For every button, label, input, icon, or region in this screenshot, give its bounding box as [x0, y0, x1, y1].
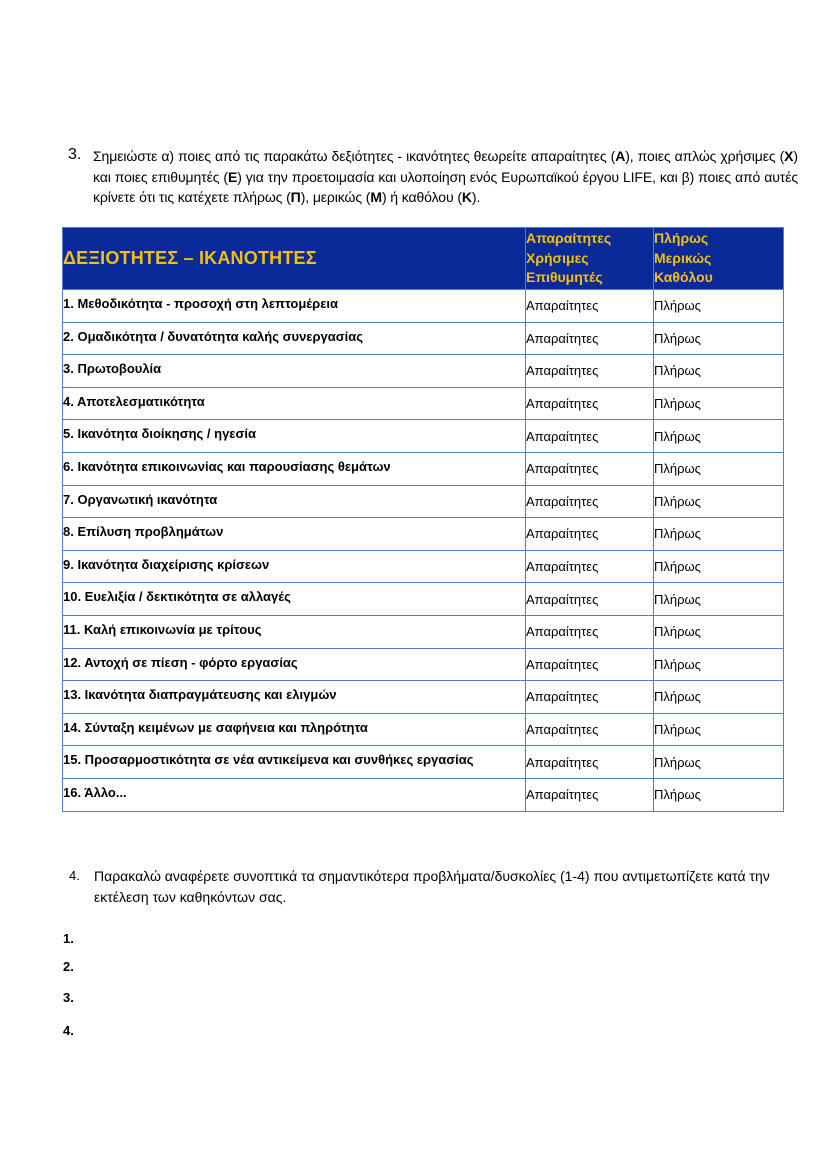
table-row	[63, 648, 784, 681]
possession-value[interactable]: Πλήρως	[654, 648, 784, 681]
table-row	[63, 452, 784, 485]
question-4-number: 4.	[69, 868, 80, 883]
table-row	[63, 355, 784, 388]
skill-name: 9. Ικανότητα διαχείρισης κρίσεων	[63, 550, 526, 583]
question-3-fragment: ) ή καθόλου (	[381, 189, 462, 205]
table-row	[63, 420, 784, 453]
skill-name: 10. Ευελιξία / δεκτικότητα σε αλλαγές	[63, 583, 526, 616]
table-row	[63, 583, 784, 616]
skill-name: 5. Ικανότητα διοίκησης / ηγεσία	[63, 420, 526, 453]
question-3-fragment: ) για την προετοιμασία και υλοποίηση ενός Ευρωπαϊκού έργου LIFE, και β) ποιες από αυτές κρίνετε ότι τις κατέχετε πλήρως (	[93, 168, 798, 205]
table-row	[63, 615, 784, 648]
skill-name: 16. Άλλο...	[63, 778, 526, 811]
table-header-row	[63, 228, 784, 290]
table-row	[63, 746, 784, 779]
table-row	[63, 290, 784, 323]
question-3-code: Χ	[784, 148, 794, 164]
possession-value[interactable]: Πλήρως	[654, 290, 784, 323]
skill-name: 11. Καλή επικοινωνία με τρίτους	[63, 615, 526, 648]
question-3-text	[93, 146, 798, 208]
possession-value[interactable]: Πλήρως	[654, 322, 784, 355]
header-possession-line: Καθόλου	[654, 269, 713, 286]
question-3-code: Α	[615, 148, 626, 164]
skill-name: 2. Ομαδικότητα / δυνατότητα καλής συνεργασίας	[63, 322, 526, 355]
necessity-value[interactable]: Απαραίτητες	[526, 485, 654, 518]
necessity-value[interactable]: Απαραίτητες	[526, 355, 654, 388]
possession-value[interactable]: Πλήρως	[654, 550, 784, 583]
table-row	[63, 681, 784, 714]
necessity-value[interactable]: Απαραίτητες	[526, 452, 654, 485]
skill-name: 15. Προσαρμοστικότητα σε νέα αντικείμενα και συνθήκες εργασίας	[63, 746, 526, 779]
header-necessity-line: Επιθυμητές	[526, 269, 603, 286]
necessity-value[interactable]: Απαραίτητες	[526, 322, 654, 355]
possession-value[interactable]: Πλήρως	[654, 355, 784, 388]
necessity-value[interactable]: Απαραίτητες	[526, 648, 654, 681]
necessity-value[interactable]: Απαραίτητες	[526, 583, 654, 616]
possession-value[interactable]: Πλήρως	[654, 485, 784, 518]
necessity-value[interactable]: Απαραίτητες	[526, 713, 654, 746]
answer-line-number: 4.	[63, 1023, 74, 1038]
table-row	[63, 518, 784, 551]
skill-name: 1. Μεθοδικότητα - προσοχή στη λεπτομέρεια	[63, 290, 526, 323]
skill-name: 12. Αντοχή σε πίεση - φόρτο εργασίας	[63, 648, 526, 681]
table-row	[63, 550, 784, 583]
answer-line-number: 1.	[63, 931, 74, 946]
question-3-code: Ε	[227, 168, 238, 185]
answer-line-number: 2.	[63, 959, 74, 974]
skill-name: 7. Οργανωτική ικανότητα	[63, 485, 526, 518]
question-3-code: Κ	[461, 189, 472, 205]
possession-value[interactable]: Πλήρως	[654, 583, 784, 616]
necessity-value[interactable]: Απαραίτητες	[526, 518, 654, 551]
table-row	[63, 713, 784, 746]
header-necessity	[526, 228, 654, 290]
skill-name: 14. Σύνταξη κειμένων με σαφήνεια και πληρότητα	[63, 713, 526, 746]
question-3-fragment: ), μερικώς (	[300, 189, 371, 205]
header-possession-line: Μερικώς	[654, 249, 712, 266]
necessity-value[interactable]: Απαραίτητες	[526, 387, 654, 420]
question-3-number: 3.	[68, 146, 82, 163]
possession-value[interactable]: Πλήρως	[654, 518, 784, 551]
possession-value[interactable]: Πλήρως	[654, 746, 784, 779]
header-necessity-line: Απαραίτητες	[526, 230, 612, 247]
skill-name: 6. Ικανότητα επικοινωνίας και παρουσίασης θεμάτων	[63, 452, 526, 485]
skill-name: 8. Επίλυση προβλημάτων	[63, 518, 526, 551]
table-row	[63, 322, 784, 355]
question-3-code: Π	[290, 189, 301, 205]
possession-value[interactable]: Πλήρως	[654, 615, 784, 648]
possession-value[interactable]: Πλήρως	[654, 778, 784, 811]
necessity-value[interactable]: Απαραίτητες	[526, 778, 654, 811]
table-row	[63, 387, 784, 420]
header-possession-line: Πλήρως	[654, 230, 709, 247]
question-4-text: Παρακαλώ αναφέρετε συνοπτικά τα σημαντικότερα προβλήματα/δυσκολίες (1-4) που αντιμετωπίζετε κατά την εκτέλεση των καθηκόντων σας.	[94, 868, 770, 905]
header-skills: ΔΕΞΙΟΤΗΤΕΣ – ΙΚΑΝΟΤΗΤΕΣ	[63, 228, 526, 290]
answer-line-number: 3.	[63, 990, 74, 1005]
question-3-fragment: Σημειώστε α) ποιες από τις παρακάτω δεξιότητες - ικανότητες θεωρείτε απαραίτητες (	[93, 148, 616, 164]
skill-name: 3. Πρωτοβουλία	[63, 355, 526, 388]
necessity-value[interactable]: Απαραίτητες	[526, 681, 654, 714]
possession-value[interactable]: Πλήρως	[654, 420, 784, 453]
header-necessity-line: Χρήσιμες	[526, 249, 589, 266]
question-3-fragment: ), ποιες απλώς χρήσιμες (	[625, 148, 785, 164]
necessity-value[interactable]: Απαραίτητες	[526, 746, 654, 779]
skill-name: 13. Ικανότητα διαπραγμάτευσης και ελιγμών	[63, 681, 526, 714]
necessity-value[interactable]: Απαραίτητες	[526, 550, 654, 583]
question-3-fragment: ) και ποιες επιθυμητές (	[93, 148, 798, 185]
question-3-fragment: ).	[471, 189, 481, 205]
possession-value[interactable]: Πλήρως	[654, 681, 784, 714]
necessity-value[interactable]: Απαραίτητες	[526, 420, 654, 453]
question-4	[68, 866, 792, 907]
question-3	[64, 146, 798, 208]
skill-name: 4. Αποτελεσματικότητα	[63, 387, 526, 420]
possession-value[interactable]: Πλήρως	[654, 452, 784, 485]
table-row	[63, 485, 784, 518]
question-3-code: Μ	[370, 189, 382, 205]
skills-table	[62, 227, 784, 812]
necessity-value[interactable]: Απαραίτητες	[526, 615, 654, 648]
possession-value[interactable]: Πλήρως	[654, 713, 784, 746]
header-possession	[654, 228, 784, 290]
necessity-value[interactable]: Απαραίτητες	[526, 290, 654, 323]
possession-value[interactable]: Πλήρως	[654, 387, 784, 420]
table-row	[63, 778, 784, 811]
